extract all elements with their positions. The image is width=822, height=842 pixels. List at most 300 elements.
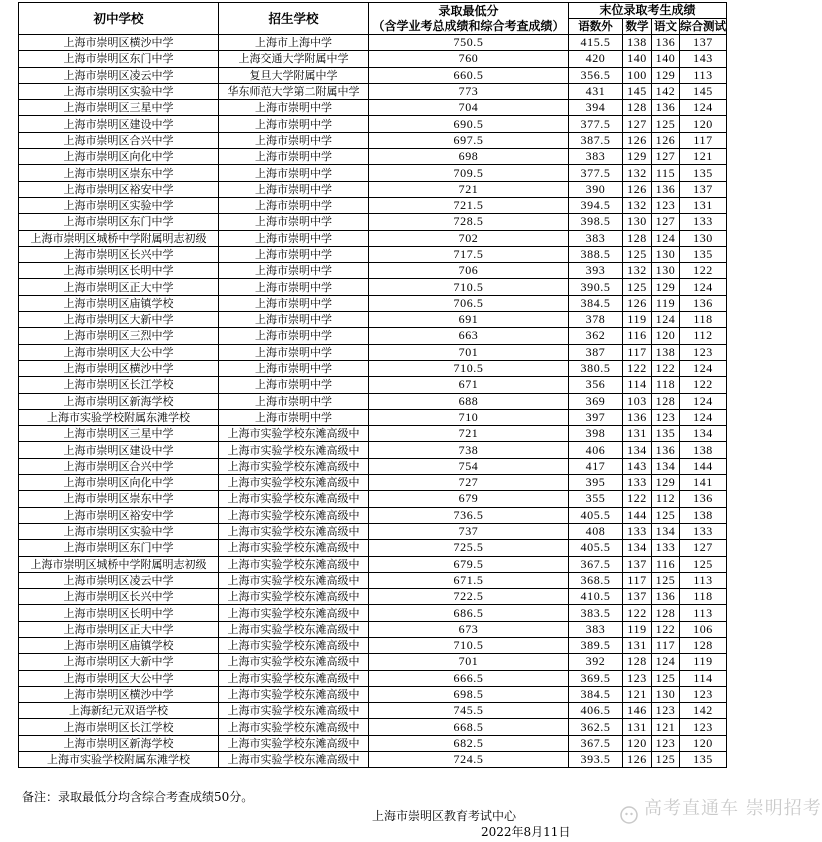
chinese-cell: 133 [652,540,680,556]
junior-school-cell: 上海市崇明区正大中学 [19,279,219,295]
comprehensive-cell: 142 [680,703,727,719]
math-cell: 122 [623,605,652,621]
cyw-cell: 383 [569,230,623,246]
table-row [19,572,727,588]
comprehensive-cell: 120 [680,735,727,751]
comprehensive-cell: 122 [680,377,727,393]
enrollment-school-cell: 上海市崇明中学 [219,360,369,376]
math-cell: 126 [623,752,652,768]
junior-school-cell: 上海市崇明区建设中学 [19,442,219,458]
cyw-cell: 395 [569,475,623,491]
comprehensive-cell: 119 [680,654,727,670]
chinese-cell: 115 [652,165,680,181]
cyw-cell: 405.5 [569,540,623,556]
table-row [19,312,727,328]
comprehensive-cell: 127 [680,540,727,556]
table-row [19,621,727,637]
watermark-text: 高考直通车 崇明招考 [644,798,822,819]
min-score-cell: 721.5 [369,197,569,213]
header-min-score-title: 录取最低分 [438,3,499,18]
chinese-cell: 130 [652,263,680,279]
table-row [19,149,727,165]
min-score-cell: 671.5 [369,572,569,588]
enrollment-school-cell: 上海市崇明中学 [219,263,369,279]
min-score-cell: 686.5 [369,605,569,621]
enrollment-school-cell: 复旦大学附属中学 [219,67,369,83]
min-score-cell: 679.5 [369,556,569,572]
comprehensive-cell: 106 [680,621,727,637]
header-junior-school: 初中学校 [19,3,219,35]
chinese-cell: 123 [652,703,680,719]
math-cell: 126 [623,181,652,197]
math-cell: 117 [623,344,652,360]
header-comprehensive: 综合测试 [680,19,726,33]
cyw-cell: 406.5 [569,703,623,719]
enrollment-school-cell: 上海市实验学校东滩高级中 [219,637,369,653]
math-cell: 103 [623,393,652,409]
min-score-cell: 688 [369,393,569,409]
min-score-cell: 671 [369,377,569,393]
enrollment-school-cell: 上海市实验学校东滩高级中 [219,752,369,768]
table-row [19,165,727,181]
enrollment-school-cell: 上海市崇明中学 [219,246,369,262]
min-score-cell: 728.5 [369,214,569,230]
min-score-cell: 721 [369,426,569,442]
junior-school-cell: 上海市崇明区凌云中学 [19,572,219,588]
table-body [19,35,727,768]
junior-school-cell: 上海市崇明区三星中学 [19,100,219,116]
junior-school-cell: 上海市崇明区三烈中学 [19,328,219,344]
comprehensive-cell: 121 [680,149,727,165]
min-score-cell: 710.5 [369,637,569,653]
comprehensive-cell: 114 [680,670,727,686]
junior-school-cell: 上海市实验学校附属东滩学校 [19,409,219,425]
min-score-cell: 745.5 [369,703,569,719]
table-row [19,116,727,132]
enrollment-school-cell: 上海市崇明中学 [219,197,369,213]
table-row [19,654,727,670]
math-cell: 120 [623,735,652,751]
math-cell: 146 [623,703,652,719]
math-cell: 132 [623,197,652,213]
min-score-cell: 727 [369,475,569,491]
math-cell: 122 [623,491,652,507]
chinese-cell: 123 [652,735,680,751]
min-score-cell: 724.5 [369,752,569,768]
chinese-cell: 118 [652,377,680,393]
comprehensive-cell: 124 [680,279,727,295]
table-row [19,605,727,621]
cyw-cell: 384.5 [569,295,623,311]
comprehensive-cell: 113 [680,605,727,621]
cyw-cell: 355 [569,491,623,507]
header-cyw: 语数外 [569,19,623,35]
min-score-cell: 660.5 [369,67,569,83]
junior-school-cell: 上海市崇明区横沙中学 [19,686,219,702]
chinese-cell: 119 [652,295,680,311]
comprehensive-cell: 128 [680,637,727,653]
table-row [19,491,727,507]
junior-school-cell: 上海市崇明区正大中学 [19,621,219,637]
table-row [19,83,727,99]
cyw-cell: 406 [569,442,623,458]
chinese-cell: 136 [652,181,680,197]
math-cell: 128 [623,230,652,246]
cyw-cell: 415.5 [569,35,623,51]
math-cell: 125 [623,279,652,295]
math-cell: 123 [623,670,652,686]
enrollment-school-cell: 上海市实验学校东滩高级中 [219,507,369,523]
comprehensive-cell: 113 [680,572,727,588]
chinese-cell: 120 [652,328,680,344]
chinese-cell: 128 [652,605,680,621]
chinese-cell: 117 [652,637,680,653]
comprehensive-cell: 122 [680,263,727,279]
junior-school-cell: 上海市崇明区大新中学 [19,654,219,670]
header-min-score [369,3,569,35]
chinese-cell: 123 [652,409,680,425]
chinese-cell: 129 [652,67,680,83]
math-cell: 131 [623,426,652,442]
math-cell: 117 [623,572,652,588]
table-row [19,703,727,719]
header-last-admitted: 末位录取考生成绩 [569,3,727,19]
math-cell: 114 [623,377,652,393]
table-row [19,132,727,148]
comprehensive-cell: 137 [680,35,727,51]
enrollment-school-cell: 上海市实验学校东滩高级中 [219,556,369,572]
comprehensive-cell: 124 [680,393,727,409]
table-row [19,475,727,491]
enrollment-school-cell: 上海市崇明中学 [219,100,369,116]
min-score-cell: 725.5 [369,540,569,556]
table-row [19,246,727,262]
chinese-cell: 116 [652,556,680,572]
chinese-cell: 128 [652,393,680,409]
min-score-cell: 701 [369,654,569,670]
comprehensive-cell: 125 [680,556,727,572]
cyw-cell: 367.5 [569,735,623,751]
cyw-cell: 410.5 [569,589,623,605]
math-cell: 133 [623,475,652,491]
chinese-cell: 124 [652,230,680,246]
table-row [19,377,727,393]
junior-school-cell: 上海市崇明区合兴中学 [19,458,219,474]
junior-school-cell: 上海市崇明区长明中学 [19,263,219,279]
cyw-cell: 383 [569,149,623,165]
table-row [19,637,727,653]
junior-school-cell: 上海市崇明区崇东中学 [19,491,219,507]
chinese-cell: 123 [652,197,680,213]
header-min-score-note: （含学业考总成绩和综合考查成绩） [372,18,565,33]
math-cell: 145 [623,83,652,99]
table-row [19,556,727,572]
junior-school-cell: 上海市崇明区长江学校 [19,377,219,393]
enrollment-school-cell: 上海市实验学校东滩高级中 [219,572,369,588]
cyw-cell: 389.5 [569,637,623,653]
math-cell: 128 [623,100,652,116]
min-score-cell: 701 [369,344,569,360]
junior-school-cell: 上海市崇明区长兴中学 [19,246,219,262]
enrollment-school-cell: 上海市实验学校东滩高级中 [219,523,369,539]
enrollment-school-cell: 华东师范大学第二附属中学 [219,83,369,99]
min-score-cell: 722.5 [369,589,569,605]
comprehensive-cell: 113 [680,67,727,83]
math-cell: 131 [623,637,652,653]
math-cell: 132 [623,263,652,279]
chinese-cell: 136 [652,35,680,51]
chinese-cell: 127 [652,149,680,165]
chinese-cell: 135 [652,426,680,442]
table-row [19,752,727,768]
cyw-cell: 356 [569,377,623,393]
enrollment-school-cell: 上海市崇明中学 [219,295,369,311]
comprehensive-cell: 124 [680,360,727,376]
enrollment-school-cell: 上海市崇明中学 [219,409,369,425]
min-score-cell: 673 [369,621,569,637]
min-score-cell: 663 [369,328,569,344]
enrollment-school-cell: 上海市实验学校东滩高级中 [219,491,369,507]
enrollment-school-cell: 上海交通大学附属中学 [219,51,369,67]
chinese-cell: 136 [652,442,680,458]
chinese-cell: 124 [652,654,680,670]
comprehensive-cell: 143 [680,51,727,67]
junior-school-cell: 上海市崇明区向化中学 [19,149,219,165]
table-row [19,344,727,360]
comprehensive-cell: 138 [680,442,727,458]
admission-score-table [18,2,727,768]
chinese-cell: 130 [652,246,680,262]
min-score-cell: 736.5 [369,507,569,523]
enrollment-school-cell: 上海市实验学校东滩高级中 [219,540,369,556]
comprehensive-cell: 124 [680,100,727,116]
comprehensive-cell: 138 [680,507,727,523]
enrollment-school-cell: 上海市实验学校东滩高级中 [219,426,369,442]
math-cell: 116 [623,328,652,344]
enrollment-school-cell: 上海市实验学校东滩高级中 [219,442,369,458]
enrollment-school-cell: 上海市实验学校东滩高级中 [219,621,369,637]
cyw-cell: 398.5 [569,214,623,230]
junior-school-cell: 上海市崇明区新海学校 [19,735,219,751]
comprehensive-cell: 137 [680,181,727,197]
comprehensive-cell: 123 [680,686,727,702]
math-cell: 133 [623,523,652,539]
chinese-cell: 112 [652,491,680,507]
enrollment-school-cell: 上海市崇明中学 [219,214,369,230]
math-cell: 119 [623,621,652,637]
chinese-cell: 125 [652,572,680,588]
table-row [19,230,727,246]
chinese-cell: 142 [652,83,680,99]
junior-school-cell: 上海市崇明区东门中学 [19,540,219,556]
cyw-cell: 398 [569,426,623,442]
chinese-cell: 124 [652,312,680,328]
comprehensive-cell: 118 [680,589,727,605]
cyw-cell: 390 [569,181,623,197]
junior-school-cell: 上海市崇明区新海学校 [19,393,219,409]
table-row [19,100,727,116]
min-score-cell: 721 [369,181,569,197]
header-math: 数学 [623,19,652,35]
comprehensive-cell: 145 [680,83,727,99]
junior-school-cell: 上海市崇明区大新中学 [19,312,219,328]
enrollment-school-cell: 上海市实验学校东滩高级中 [219,654,369,670]
issuer: 上海市崇明区教育考试中心 [372,809,517,823]
table-row [19,67,727,83]
cyw-cell: 362.5 [569,719,623,735]
cyw-cell: 377.5 [569,165,623,181]
table-row [19,263,727,279]
table-row [19,540,727,556]
min-score-cell: 706.5 [369,295,569,311]
cyw-cell: 378 [569,312,623,328]
math-cell: 130 [623,214,652,230]
math-cell: 134 [623,540,652,556]
enrollment-school-cell: 上海市崇明中学 [219,132,369,148]
cyw-cell: 408 [569,523,623,539]
math-cell: 134 [623,442,652,458]
table-row [19,458,727,474]
junior-school-cell: 上海市崇明区崇东中学 [19,165,219,181]
math-cell: 129 [623,149,652,165]
math-cell: 121 [623,686,652,702]
math-cell: 143 [623,458,652,474]
min-score-cell: 773 [369,83,569,99]
math-cell: 126 [623,132,652,148]
math-cell: 144 [623,507,652,523]
comprehensive-cell: 133 [680,214,727,230]
junior-school-cell: 上海市崇明区合兴中学 [19,132,219,148]
min-score-cell: 679 [369,491,569,507]
enrollment-school-cell: 上海市崇明中学 [219,312,369,328]
cyw-cell: 388.5 [569,246,623,262]
comprehensive-cell: 136 [680,295,727,311]
header-chinese: 语文 [652,19,680,35]
comprehensive-cell: 117 [680,132,727,148]
header-enrollment-school: 招生学校 [219,3,369,35]
junior-school-cell: 上海市崇明区横沙中学 [19,360,219,376]
junior-school-cell: 上海市崇明区城桥中学附属明志初级 [19,556,219,572]
enrollment-school-cell: 上海市实验学校东滩高级中 [219,589,369,605]
math-cell: 128 [623,654,652,670]
cyw-cell: 362 [569,328,623,344]
cyw-cell: 420 [569,51,623,67]
junior-school-cell: 上海新纪元双语学校 [19,703,219,719]
min-score-cell: 760 [369,51,569,67]
cyw-cell: 367.5 [569,556,623,572]
chinese-cell: 136 [652,100,680,116]
min-score-cell: 738 [369,442,569,458]
math-cell: 126 [623,295,652,311]
enrollment-school-cell: 上海市上海中学 [219,35,369,51]
comprehensive-cell: 124 [680,409,727,425]
junior-school-cell: 上海市崇明区裕安中学 [19,181,219,197]
comprehensive-cell: 135 [680,246,727,262]
min-score-cell: 750.5 [369,35,569,51]
min-score-cell: 710.5 [369,360,569,376]
math-cell: 138 [623,35,652,51]
issue-date: 2022年8月11日 [481,825,571,839]
junior-school-cell: 上海市崇明区长江学校 [19,719,219,735]
enrollment-school-cell: 上海市实验学校东滩高级中 [219,475,369,491]
math-cell: 136 [623,409,652,425]
math-cell: 137 [623,589,652,605]
junior-school-cell: 上海市崇明区建设中学 [19,116,219,132]
cyw-cell: 405.5 [569,507,623,523]
min-score-cell: 702 [369,230,569,246]
comprehensive-cell: 130 [680,230,727,246]
min-score-cell: 717.5 [369,246,569,262]
min-score-cell: 709.5 [369,165,569,181]
cyw-cell: 390.5 [569,279,623,295]
cyw-cell: 393.5 [569,752,623,768]
min-score-cell: 737 [369,523,569,539]
junior-school-cell: 上海市崇明区庙镇学校 [19,637,219,653]
junior-school-cell: 上海市崇明区城桥中学附属明志初级 [19,230,219,246]
comprehensive-cell: 133 [680,523,727,539]
table-row [19,197,727,213]
math-cell: 140 [623,51,652,67]
enrollment-school-cell: 上海市崇明中学 [219,393,369,409]
enrollment-school-cell: 上海市实验学校东滩高级中 [219,719,369,735]
table-row [19,719,727,735]
min-score-cell: 668.5 [369,719,569,735]
enrollment-school-cell: 上海市崇明中学 [219,279,369,295]
chinese-cell: 129 [652,475,680,491]
junior-school-cell: 上海市崇明区长明中学 [19,605,219,621]
min-score-cell: 666.5 [369,670,569,686]
table-row [19,328,727,344]
chinese-cell: 130 [652,686,680,702]
min-score-cell: 697.5 [369,132,569,148]
table-row [19,360,727,376]
cyw-cell: 384.5 [569,686,623,702]
table-row [19,670,727,686]
comprehensive-cell: 123 [680,719,727,735]
junior-school-cell: 上海市崇明区实验中学 [19,523,219,539]
table-row [19,393,727,409]
cyw-cell: 392 [569,654,623,670]
cyw-cell: 394 [569,100,623,116]
comprehensive-cell: 135 [680,752,727,768]
chinese-cell: 134 [652,458,680,474]
math-cell: 119 [623,312,652,328]
enrollment-school-cell: 上海市实验学校东滩高级中 [219,670,369,686]
cyw-cell: 397 [569,409,623,425]
enrollment-school-cell: 上海市崇明中学 [219,181,369,197]
cyw-cell: 356.5 [569,67,623,83]
chinese-cell: 127 [652,214,680,230]
chinese-cell: 121 [652,719,680,735]
comprehensive-cell: 136 [680,491,727,507]
chinese-cell: 125 [652,116,680,132]
math-cell: 137 [623,556,652,572]
math-cell: 122 [623,360,652,376]
cyw-cell: 380.5 [569,360,623,376]
cyw-cell: 369.5 [569,670,623,686]
chinese-cell: 129 [652,279,680,295]
min-score-cell: 754 [369,458,569,474]
enrollment-school-cell: 上海市实验学校东滩高级中 [219,703,369,719]
enrollment-school-cell: 上海市崇明中学 [219,230,369,246]
cyw-cell: 369 [569,393,623,409]
chinese-cell: 125 [652,507,680,523]
junior-school-cell: 上海市崇明区东门中学 [19,51,219,67]
chinese-cell: 122 [652,360,680,376]
table-row [19,51,727,67]
chinese-cell: 126 [652,132,680,148]
table-row [19,214,727,230]
